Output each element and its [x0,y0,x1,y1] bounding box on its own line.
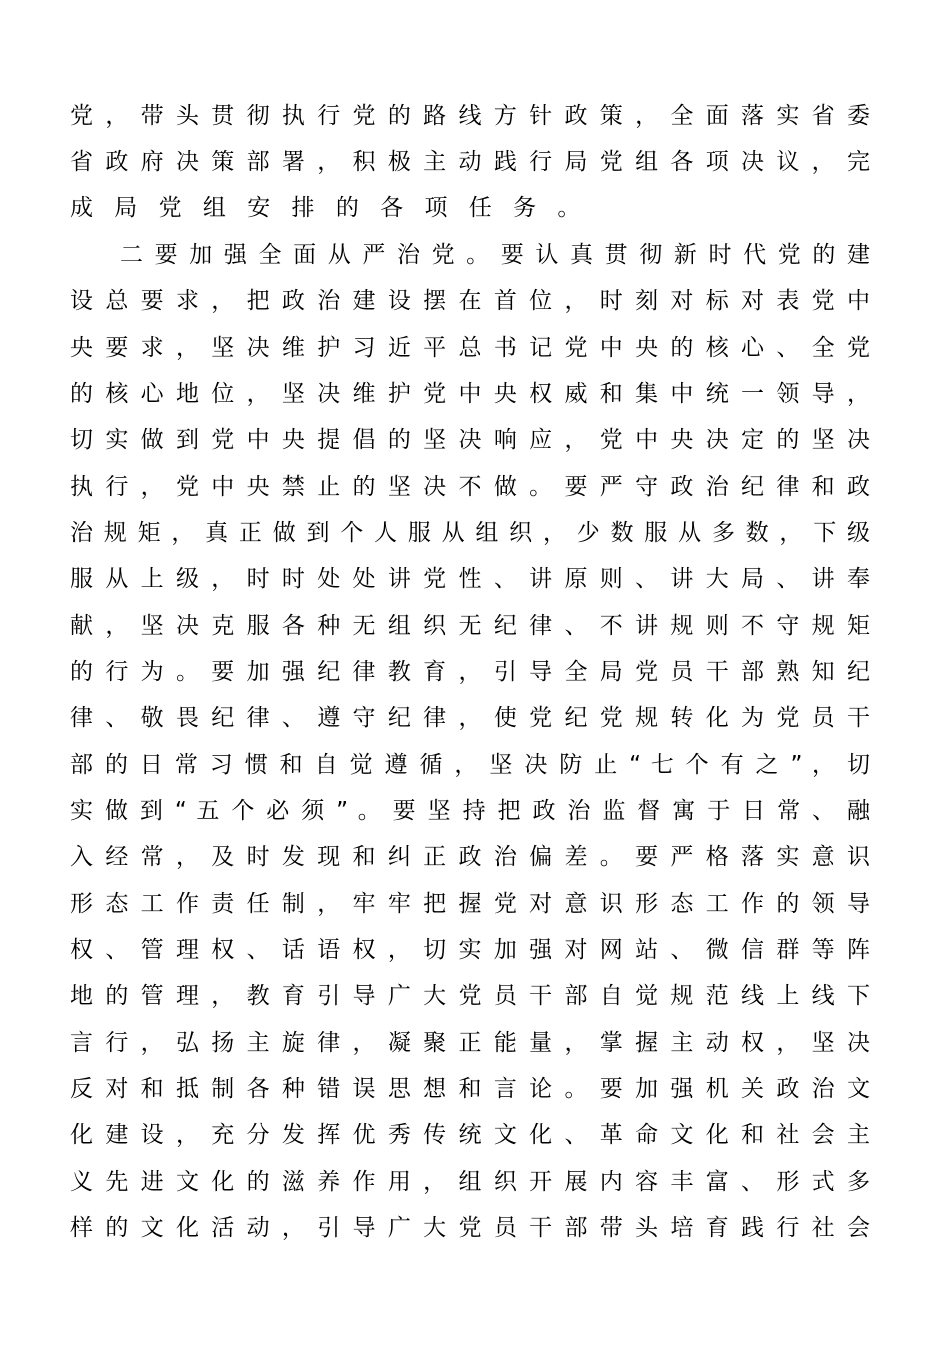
text-line: 地 的 管 理 ， 教 育 引 导 广 大 党 员 干 部 自 觉 规 范 线 上 线 下 [70,983,870,1009]
text-line: 的 核 心 地 位 ， 坚 决 维 护 党 中 央 权 威 和 集 中 统 一 领 导 ， [70,381,870,407]
text-line: 部 的 日 常 习 惯 和 自 觉 遵 循 ， 坚 决 防 止 “ 七 个 有 之 ” ， 切 [70,752,870,778]
text-line: 服 从 上 级 ， 时 时 处 处 讲 党 性 、 讲 原 则 、 讲 大 局 、 讲 奉 [70,566,870,592]
text-line: 党 ， 带 头 贯 彻 执 行 党 的 路 线 方 针 政 策 ， 全 面 落 实 省 委 [70,103,870,129]
text-line: 执 行 ， 党 中 央 禁 止 的 坚 决 不 做 。 要 严 守 政 治 纪 律 和 政 [70,474,870,500]
text-line: 言 行 ， 弘 扬 主 旋 律 ， 凝 聚 正 能 量 ， 掌 握 主 动 权 ， 坚 决 [70,1030,870,1056]
text-line: 省 政 府 决 策 部 署 ， 积 极 主 动 践 行 局 党 组 各 项 决 议 ， 完 [70,149,870,175]
text-line: 成 局 党 组 安 排 的 各 项 任 务 。 [70,195,588,221]
text-line: 的 行 为 。 要 加 强 纪 律 教 育 ， 引 导 全 局 党 员 干 部 熟 知 纪 [70,659,870,685]
text-line: 义 先 进 文 化 的 滋 养 作 用 ， 组 织 开 展 内 容 丰 富 、 形 式 多 [70,1169,870,1195]
text-line: 献 ， 坚 决 克 服 各 种 无 组 织 无 纪 律 、 不 讲 规 则 不 守 规 矩 [70,613,870,639]
text-line: 样 的 文 化 活 动 ， 引 导 广 大 党 员 干 部 带 头 培 育 践 行 社 会 [70,1215,870,1241]
text-line: 央 要 求 ， 坚 决 维 护 习 近 平 总 书 记 党 中 央 的 核 心 、 全 党 [70,335,870,361]
text-line: 化 建 设 ， 充 分 发 挥 优 秀 传 统 文 化 、 革 命 文 化 和 社 会 主 [70,1122,870,1148]
text-line: 律 、 敬 畏 纪 律 、 遵 守 纪 律 ， 使 党 纪 党 规 转 化 为 党 员 干 [70,705,870,731]
text-line: 切 实 做 到 党 中 央 提 倡 的 坚 决 响 应 ， 党 中 央 决 定 的 坚 决 [70,427,870,453]
text-line: 实 做 到 “ 五 个 必 须 ” 。 要 坚 持 把 政 治 监 督 寓 于 日 常 、 融 [70,798,870,824]
text-line: 治 规 矩 ， 真 正 做 到 个 人 服 从 组 织 ， 少 数 服 从 多 数 ， 下 级 [70,520,870,546]
text-line: 设 总 要 求 ， 把 政 治 建 设 摆 在 首 位 ， 时 刻 对 标 对 表 党 中 [70,288,870,314]
text-line: 权 、 管 理 权 、 话 语 权 ， 切 实 加 强 对 网 站 、 微 信 群 等 阵 [70,937,870,963]
text-line: 反 对 和 抵 制 各 种 错 误 思 想 和 言 论 。 要 加 强 机 关 政 治 文 [70,1076,870,1102]
paragraph-first-line: 二 要 加 强 全 面 从 严 治 党 。 要 认 真 贯 彻 新 时 代 党 的 建 [120,242,870,268]
text-line: 形 态 工 作 责 任 制 ， 牢 牢 把 握 党 对 意 识 形 态 工 作 的 领 导 [70,891,870,917]
text-line: 入 经 常 ， 及 时 发 现 和 纠 正 政 治 偏 差 。 要 严 格 落 实 意 识 [70,844,870,870]
